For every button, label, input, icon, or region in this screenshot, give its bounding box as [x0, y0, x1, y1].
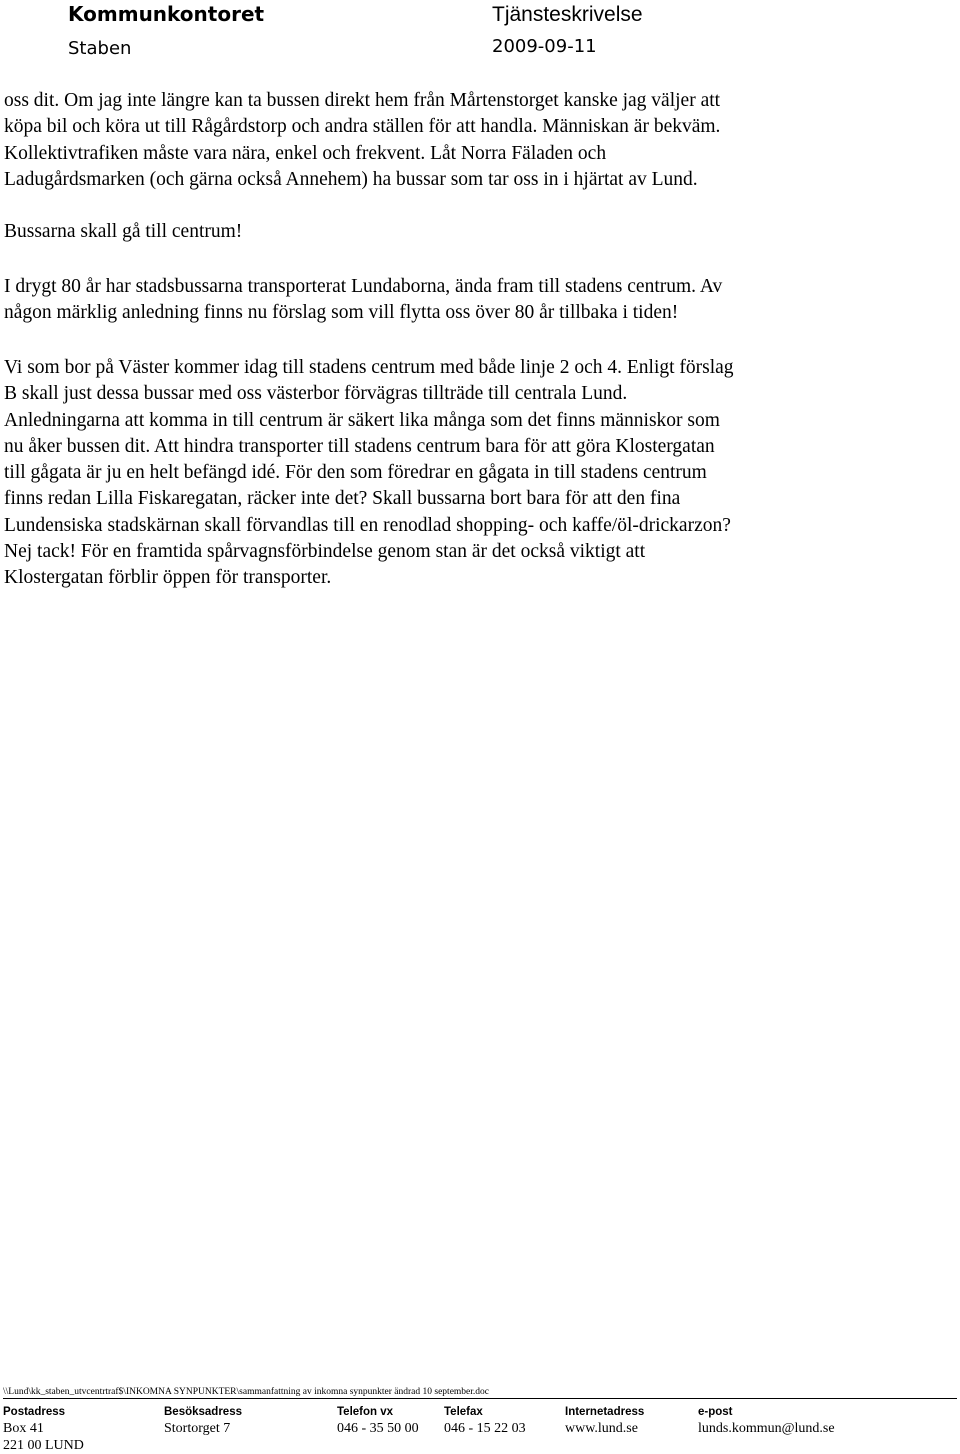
- footer-postal-address: [3, 1404, 84, 1454]
- footer-file-path: \\Lund\kk_staben_utvcentrtraf$\INKOMNA SYNPUNKTER\sammanfattning av inkomna synpunkter ändrad 10 september.doc: [3, 1387, 489, 1397]
- body-line: Ladugårdsmarken (och gärna också Annehem) ha bussar som tar oss in i hjärtat av Lund.: [4, 168, 698, 190]
- footer-website: [565, 1404, 644, 1437]
- footer-fax: [444, 1404, 526, 1437]
- footer-label: Internetadress: [565, 1406, 645, 1418]
- paragraph-4: [4, 355, 954, 592]
- body-line: oss dit. Om jag inte längre kan ta bussen direkt hem från Mårtenstorget kanske jag väljer att: [4, 90, 721, 111]
- body-line: någon märklig anledning finns nu förslag som vill flytta oss över 80 år tillbaka i tiden!: [4, 302, 679, 324]
- footer-label: Telefon vx: [337, 1406, 394, 1418]
- organization-name: Kommunkontoret: [68, 2, 265, 26]
- footer-value: lunds.kommun@lund.se: [698, 1421, 835, 1436]
- body-line: Kollektivtrafiken måste vara nära, enkel och frekvent. Låt Norra Fäladen och: [4, 142, 607, 164]
- body-line: Vi som bor på Väster kommer idag till stadens centrum med både linje 2 och 4. Enligt förslag: [4, 356, 734, 378]
- footer-label: Besöksadress: [164, 1406, 242, 1418]
- department-name: Staben: [68, 38, 132, 59]
- footer-value: 046 - 35 50 00: [337, 1421, 419, 1436]
- body-line: Klostergatan förblir öppen för transporter.: [4, 567, 332, 589]
- body-line: Bussarna skall gå till centrum!: [4, 221, 243, 243]
- body-line: nu åker bussen dit. Att hindra transporter till stadens centrum bara för att göra Klostergatan: [4, 435, 715, 457]
- footer-value: Stortorget 7: [164, 1421, 231, 1436]
- body-line: köpa bil och köra ut till Rågårdstorp och andra ställen för att handla. Människan är bekväm.: [4, 116, 721, 138]
- body-line: finns redan Lilla Fiskaregatan, räcker inte det? Skall bussarna bort bara för att den fina: [4, 488, 681, 510]
- document-date: 2009-09-11: [492, 36, 597, 57]
- body-line: B skall just dessa bussar med oss västerbor förvägras tillträde till centrala Lund.: [4, 383, 628, 405]
- document-body: [4, 88, 954, 592]
- body-line: Nej tack! För en framtida spårvagnsförbindelse genom stan är det också viktigt att: [4, 541, 646, 563]
- footer-label: e-post: [698, 1406, 733, 1418]
- footer-value: 221 00 LUND: [3, 1438, 84, 1453]
- footer-phone: [337, 1404, 419, 1437]
- footer-label: Telefax: [444, 1406, 483, 1418]
- footer-visiting-address: [164, 1404, 242, 1437]
- body-line: I drygt 80 år har stadsbussarna transporterat Lundaborna, ända fram till stadens centrum. Av: [4, 276, 723, 298]
- paragraph-3: [4, 274, 954, 327]
- footer-value: 046 - 15 22 03: [444, 1421, 526, 1436]
- body-line: Anledningarna att komma in till centrum är säkert lika många som det finns människor som: [4, 409, 720, 431]
- footer-email: [698, 1404, 835, 1437]
- body-line: Lundensiska stadskärnan skall förvandlas till en renodlad shopping- och kaffe/öl-drickarzon?: [4, 514, 731, 536]
- footer-label: Postadress: [3, 1406, 66, 1418]
- footer-divider: [3, 1398, 957, 1399]
- paragraph-1: [4, 88, 954, 193]
- paragraph-2: [4, 219, 954, 245]
- footer-value: Box 41: [3, 1421, 44, 1436]
- footer-value: www.lund.se: [565, 1421, 638, 1436]
- body-line: till gågata är ju en helt befängd idé. För den som föredrar en gågata in till stadens centrum: [4, 462, 707, 484]
- document-type: Tjänsteskrivelse: [492, 3, 643, 26]
